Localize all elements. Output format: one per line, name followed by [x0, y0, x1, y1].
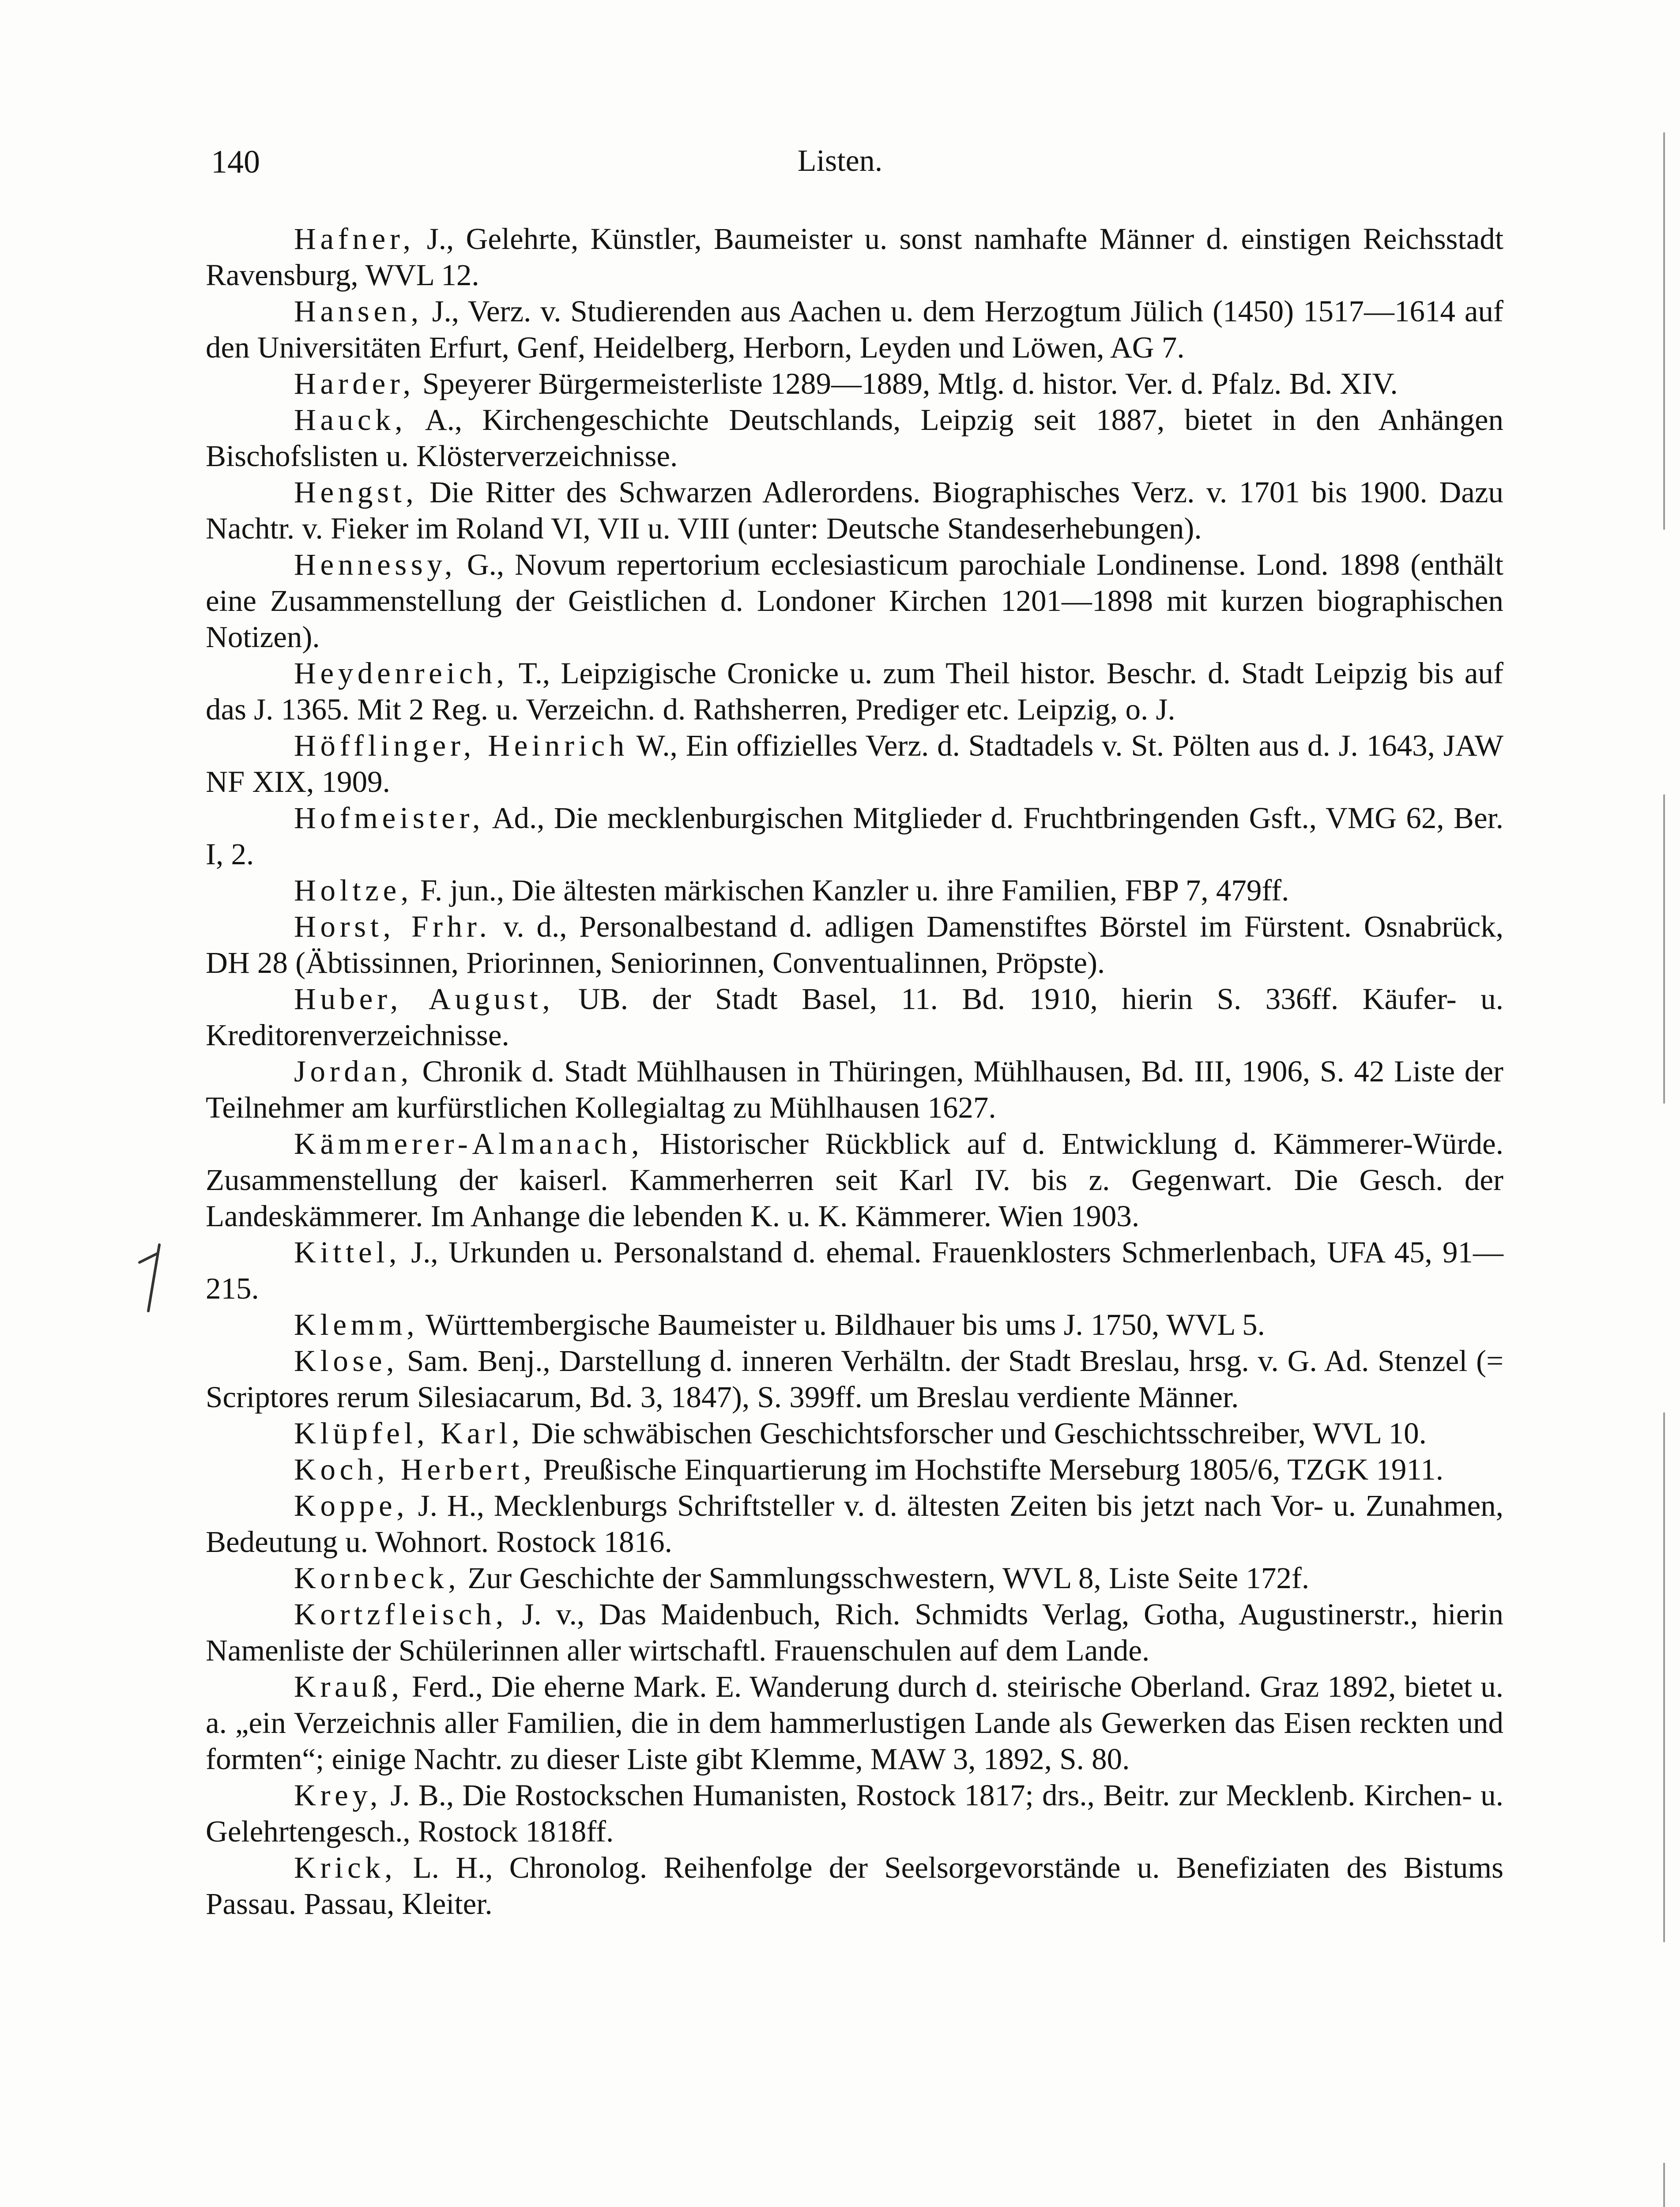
- entry-text: Die Ritter des Schwarzen Adlerordens. Biographisches Verz. v. 1701 bis 1900. Dazu Nachtr. v. Fieker im Roland VI, VII u. VIII (unter: Deutsche Standeserhebungen).: [206, 475, 1503, 545]
- entry-text: Ferd., Die eherne Mark. E. Wanderung durch d. steirische Oberland. Graz 1892, bietet u. a. „ein Verzeichnis aller Familien, die in dem hammerlustigen Lande als Gewerken das Eisen reckten und formten“; einige Nachtr. zu dieser Liste gibt Klemme, MAW 3, 1892, S. 80.: [206, 1670, 1503, 1776]
- entry-name: Hansen,: [294, 294, 423, 328]
- right-edge-rule: [1663, 2163, 1665, 2207]
- entry-name: Heydenreich,: [294, 656, 509, 690]
- entry-name: Hauck,: [294, 403, 407, 437]
- entry-text: G., Novum repertorium ecclesiasticum parochiale Londinense. Lond. 1898 (enthält eine Zusammenstellung der Geistlichen d. Londoner Kirchen 1201—1898 mit kurzen biographischen Notizen).: [206, 548, 1503, 654]
- entry-text: J. B., Die Rostockschen Humanisten, Rostock 1817; drs., Beitr. zur Mecklenb. Kirchen- u. Gelehrtengesch., Rostock 1818ff.: [206, 1778, 1503, 1848]
- entry-name: Koppe,: [294, 1489, 409, 1522]
- entry-text: Ad., Die mecklenburgischen Mitglieder d. Fruchtbringenden Gsft., VMG 62, Ber. I, 2.: [206, 801, 1503, 871]
- entry-name: Holtze,: [294, 874, 413, 907]
- entry-name: Harder,: [294, 367, 415, 400]
- entry-name: Kornbeck,: [294, 1561, 460, 1595]
- list-entry: [206, 1668, 1503, 1777]
- list-entry: [206, 1596, 1503, 1668]
- entry-text: F. jun., Die ältesten märkischen Kanzler u. ihre Familien, FBP 7, 479ff.: [412, 874, 1289, 907]
- list-entry: [206, 872, 1503, 908]
- entry-name: Höfflinger, Heinrich: [294, 729, 629, 762]
- entry-text: Zur Geschichte der Sammlungsschwestern, WVL 8, Liste Seite 172f.: [460, 1561, 1310, 1595]
- entry-text: J., Urkunden u. Personalstand d. ehemal. Frauenklosters Schmerlenbach, UFA 45, 91—215.: [206, 1235, 1503, 1305]
- entry-text: Chronik d. Stadt Mühlhausen in Thüringen, Mühlhausen, Bd. III, 1906, S. 42 Liste der Teilnehmer am kurfürstlichen Kollegialtag zu Mühlhausen 1627.: [206, 1055, 1503, 1124]
- margin-pencil-mark: [131, 1236, 184, 1315]
- entry-name: Hafner,: [294, 222, 415, 256]
- list-entry: [206, 1053, 1503, 1126]
- entry-text: Speyerer Bürgermeisterliste 1289—1889, Mtlg. d. histor. Ver. d. Pfalz. Bd. XIV.: [414, 367, 1398, 400]
- entry-name: Kortzfleisch,: [294, 1597, 508, 1631]
- entry-text: Preußische Einquartierung im Hochstifte Merseburg 1805/6, TZGK 1911.: [535, 1453, 1444, 1486]
- entry-text: Sam. Benj., Darstellung d. inneren Verhältn. der Stadt Breslau, hrsg. v. G. Ad. Stenzel (= Scriptores rerum Silesiacarum, Bd. 3, 1847), S. 399ff. um Breslau verdiente Männer.: [206, 1344, 1503, 1414]
- entry-name: Kittel,: [294, 1235, 401, 1269]
- list-entry: [206, 1777, 1503, 1849]
- page-number: 140: [211, 144, 260, 180]
- running-head: Listen.: [797, 144, 883, 178]
- entry-text: J. H., Mecklenburgs Schriftsteller v. d. ältesten Zeiten bis jetzt nach Vor- u. Zunahmen, Bedeutung u. Wohnort. Rostock 1816.: [206, 1489, 1503, 1559]
- list-entry: [206, 474, 1503, 546]
- entry-text: v. d., Personalbestand d. adligen Damenstiftes Börstel im Fürstent. Osnabrück, DH 28 (Äbtissinnen, Priorinnen, Seniorinnen, Conventualinnen, Pröpste).: [206, 910, 1503, 979]
- entry-name: Horst, Frhr.: [294, 910, 491, 943]
- entry-text: A., Kirchengeschichte Deutschlands, Leipzig seit 1887, bietet in den Anhängen Bischofslisten u. Klösterverzeichnisse.: [206, 403, 1503, 473]
- entry-name: Hengst,: [294, 475, 418, 509]
- bibliography-list: [206, 221, 1503, 1922]
- entry-text: T., Leipzigische Cronicke u. zum Theil histor. Beschr. d. Stadt Leipzig bis auf das J. 1365. Mit 2 Reg. u. Verzeichn. d. Rathsherren, Prediger etc. Leipzig, o. J.: [206, 656, 1503, 726]
- entry-name: Krey,: [294, 1778, 382, 1812]
- list-entry: [206, 1307, 1503, 1343]
- list-entry: [206, 221, 1503, 293]
- list-entry: [206, 546, 1503, 655]
- list-entry: [206, 908, 1503, 981]
- right-edge-rule: [1663, 1412, 1665, 1942]
- list-entry: [206, 1451, 1503, 1488]
- entry-text: W., Ein offizielles Verz. d. Stadtadels v. St. Pölten aus d. J. 1643, JAW NF XIX, 1909.: [206, 729, 1503, 798]
- entry-text: UB. der Stadt Basel, 11. Bd. 1910, hierin S. 336ff. Käufer- u. Kreditorenverzeichnisse.: [206, 982, 1503, 1052]
- entry-name: Klose,: [294, 1344, 399, 1378]
- entry-text: Württembergische Baumeister u. Bildhauer bis ums J. 1750, WVL 5.: [418, 1308, 1265, 1341]
- entry-name: Krick,: [294, 1851, 397, 1884]
- list-entry: [206, 365, 1503, 402]
- list-entry: [206, 981, 1503, 1053]
- list-entry: [206, 1343, 1503, 1415]
- list-entry: [206, 1560, 1503, 1596]
- entry-name: Huber, August,: [294, 982, 554, 1016]
- list-entry: [206, 402, 1503, 474]
- entry-name: Hofmeister,: [294, 801, 485, 835]
- list-entry: [206, 727, 1503, 800]
- entry-text: J., Gelehrte, Künstler, Baumeister u. sonst namhafte Männer d. einstigen Reichsstadt Ravensburg, WVL 12.: [206, 222, 1503, 292]
- list-entry: [206, 1415, 1503, 1451]
- list-entry: [206, 1126, 1503, 1234]
- list-entry: [206, 1234, 1503, 1307]
- entry-name: Koch, Herbert,: [294, 1453, 536, 1486]
- list-entry: [206, 1849, 1503, 1922]
- list-entry: [206, 1488, 1503, 1560]
- entry-text: J., Verz. v. Studierenden aus Aachen u. dem Herzogtum Jülich (1450) 1517—1614 auf den Universitäten Erfurt, Genf, Heidelberg, Herborn, Leyden und Löwen, AG 7.: [206, 294, 1503, 364]
- entry-name: Klemm,: [294, 1308, 419, 1341]
- entry-text: J. v., Das Maidenbuch, Rich. Schmidts Verlag, Gotha, Augustinerstr., hierin Namenliste der Schülerinnen aller wirtschaftl. Frauenschulen auf dem Lande.: [206, 1597, 1503, 1667]
- right-edge-rule: [1663, 132, 1665, 530]
- list-entry: [206, 655, 1503, 727]
- entry-name: Jordan,: [294, 1055, 413, 1088]
- list-entry: [206, 293, 1503, 365]
- entry-name: Kämmerer-Almanach,: [294, 1127, 644, 1160]
- entry-name: Krauß,: [294, 1670, 403, 1703]
- entry-text: Historischer Rückblick auf d. Entwicklung d. Kämmerer-Würde. Zusammenstellung der kaiserl. Kammerherren seit Karl IV. bis z. Gegenwart. Die Gesch. der Landeskämmerer. Im Anhange die lebenden K. u. K. Kämmerer. Wien 1903.: [206, 1127, 1503, 1233]
- right-edge-rule: [1663, 795, 1665, 1104]
- list-entry: [206, 800, 1503, 872]
- entry-text: Die schwäbischen Geschichtsforscher und Geschichtsschreiber, WVL 10.: [524, 1416, 1427, 1450]
- entry-name: Hennessy,: [294, 548, 456, 581]
- entry-text: L. H., Chronolog. Reihenfolge der Seelsorgevorstände u. Benefiziaten des Bistums Passau. Passau, Kleiter.: [206, 1851, 1503, 1921]
- entry-name: Klüpfel, Karl,: [294, 1416, 524, 1450]
